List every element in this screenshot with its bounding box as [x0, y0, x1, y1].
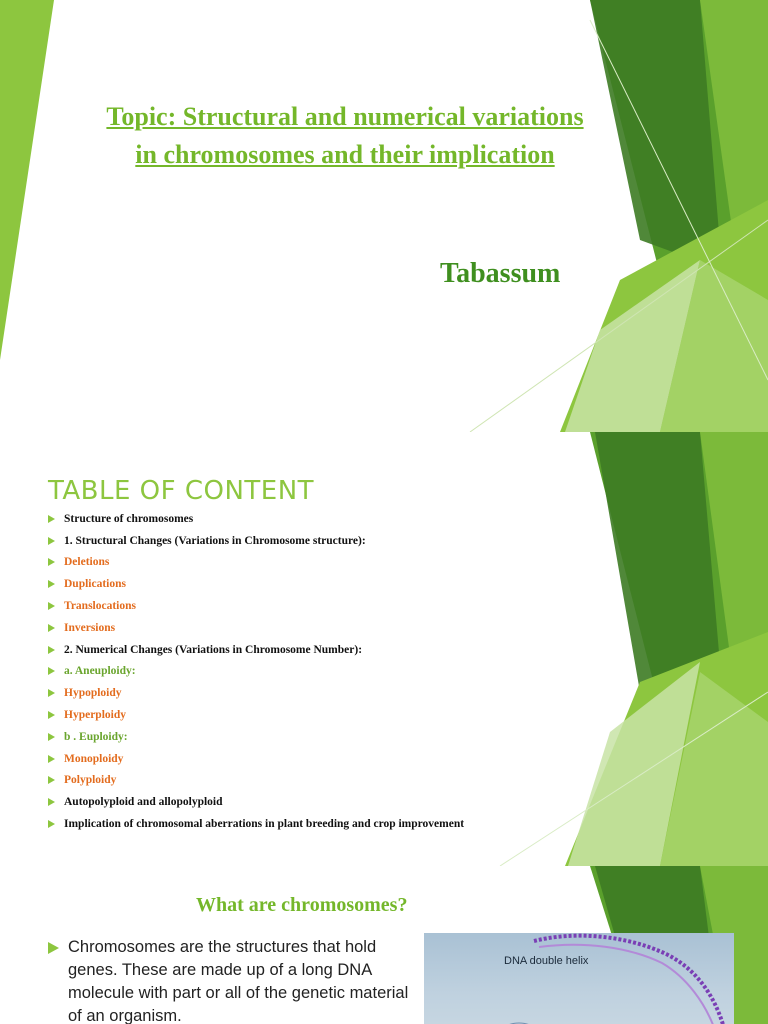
definition-text: Chromosomes are the structures that hold genes. These are made up of a long DNA molecule with part or all of the genetic material of an organism. [68, 938, 409, 1024]
triangle-bullet-icon [48, 689, 55, 697]
toc-heading: TABLE OF CONTENT [48, 476, 315, 506]
triangle-bullet-icon [48, 667, 55, 675]
toc-item [48, 530, 464, 552]
triangle-bullet-icon [48, 602, 55, 610]
toc-item-label: Polyploidy [64, 774, 117, 787]
triangle-bullet-icon [48, 755, 55, 763]
triangle-bullet-icon [48, 711, 55, 719]
toc-item-label: a. Aneuploidy: [64, 665, 136, 678]
toc-list [48, 508, 464, 835]
toc-item-label: b . Euploidy: [64, 730, 128, 743]
dna-strand-icon [424, 933, 734, 1024]
triangle-bullet-icon [48, 776, 55, 784]
triangle-bullet-icon [48, 537, 55, 545]
definition-bullet [48, 936, 418, 1024]
toc-item [48, 595, 464, 617]
triangle-bullet-icon [48, 515, 55, 523]
toc-item-label: Monoploidy [64, 752, 124, 765]
toc-item-label: 2. Numerical Changes (Variations in Chromosome Number): [64, 643, 363, 656]
toc-item [48, 682, 464, 704]
triangle-bullet-icon [48, 798, 55, 806]
toc-item [48, 791, 464, 813]
toc-item [48, 617, 464, 639]
dna-image-label: DNA double helix [504, 955, 589, 967]
toc-item-label: Autopolyploid and allopolyploid [64, 796, 223, 809]
toc-item [48, 661, 464, 683]
toc-item-label: Structure of chromosomes [64, 512, 194, 525]
toc-item-label: Deletions [64, 556, 110, 569]
toc-item-label: Implication of chromosomal aberrations in plant breeding and crop improvement [64, 818, 465, 831]
table-of-content-slide [0, 432, 768, 866]
triangle-bullet-icon [48, 820, 55, 828]
title-slide [0, 0, 768, 432]
toc-item [48, 726, 464, 748]
toc-item-label: Translocations [64, 600, 136, 613]
dna-helix-image [424, 933, 734, 1024]
presentation-title: Topic: Structural and numerical variations in chromosomes and their implication [106, 102, 584, 169]
triangle-bullet-icon [48, 646, 55, 654]
green-facet-decoration [0, 0, 768, 432]
toc-item [48, 748, 464, 770]
toc-item-label: 1. Structural Changes (Variations in Chromosome structure): [64, 534, 366, 547]
toc-item [48, 639, 464, 661]
toc-item-label: Hyperploidy [64, 709, 126, 722]
toc-item [48, 770, 464, 792]
triangle-bullet-icon [48, 942, 59, 954]
toc-item-label: Inversions [64, 621, 116, 634]
toc-item [48, 508, 464, 530]
triangle-bullet-icon [48, 733, 55, 741]
triangle-bullet-icon [48, 558, 55, 566]
triangle-bullet-icon [48, 580, 55, 588]
triangle-bullet-icon [48, 624, 55, 632]
toc-item-label: Duplications [64, 578, 126, 591]
toc-item [48, 813, 464, 835]
toc-item [48, 552, 464, 574]
author-name: Tabassum [440, 258, 561, 289]
slide-heading: What are chromosomes? [196, 894, 408, 916]
chromosomes-slide [0, 866, 768, 1024]
toc-item-label: Hypoploidy [64, 687, 122, 700]
toc-item [48, 573, 464, 595]
toc-item [48, 704, 464, 726]
